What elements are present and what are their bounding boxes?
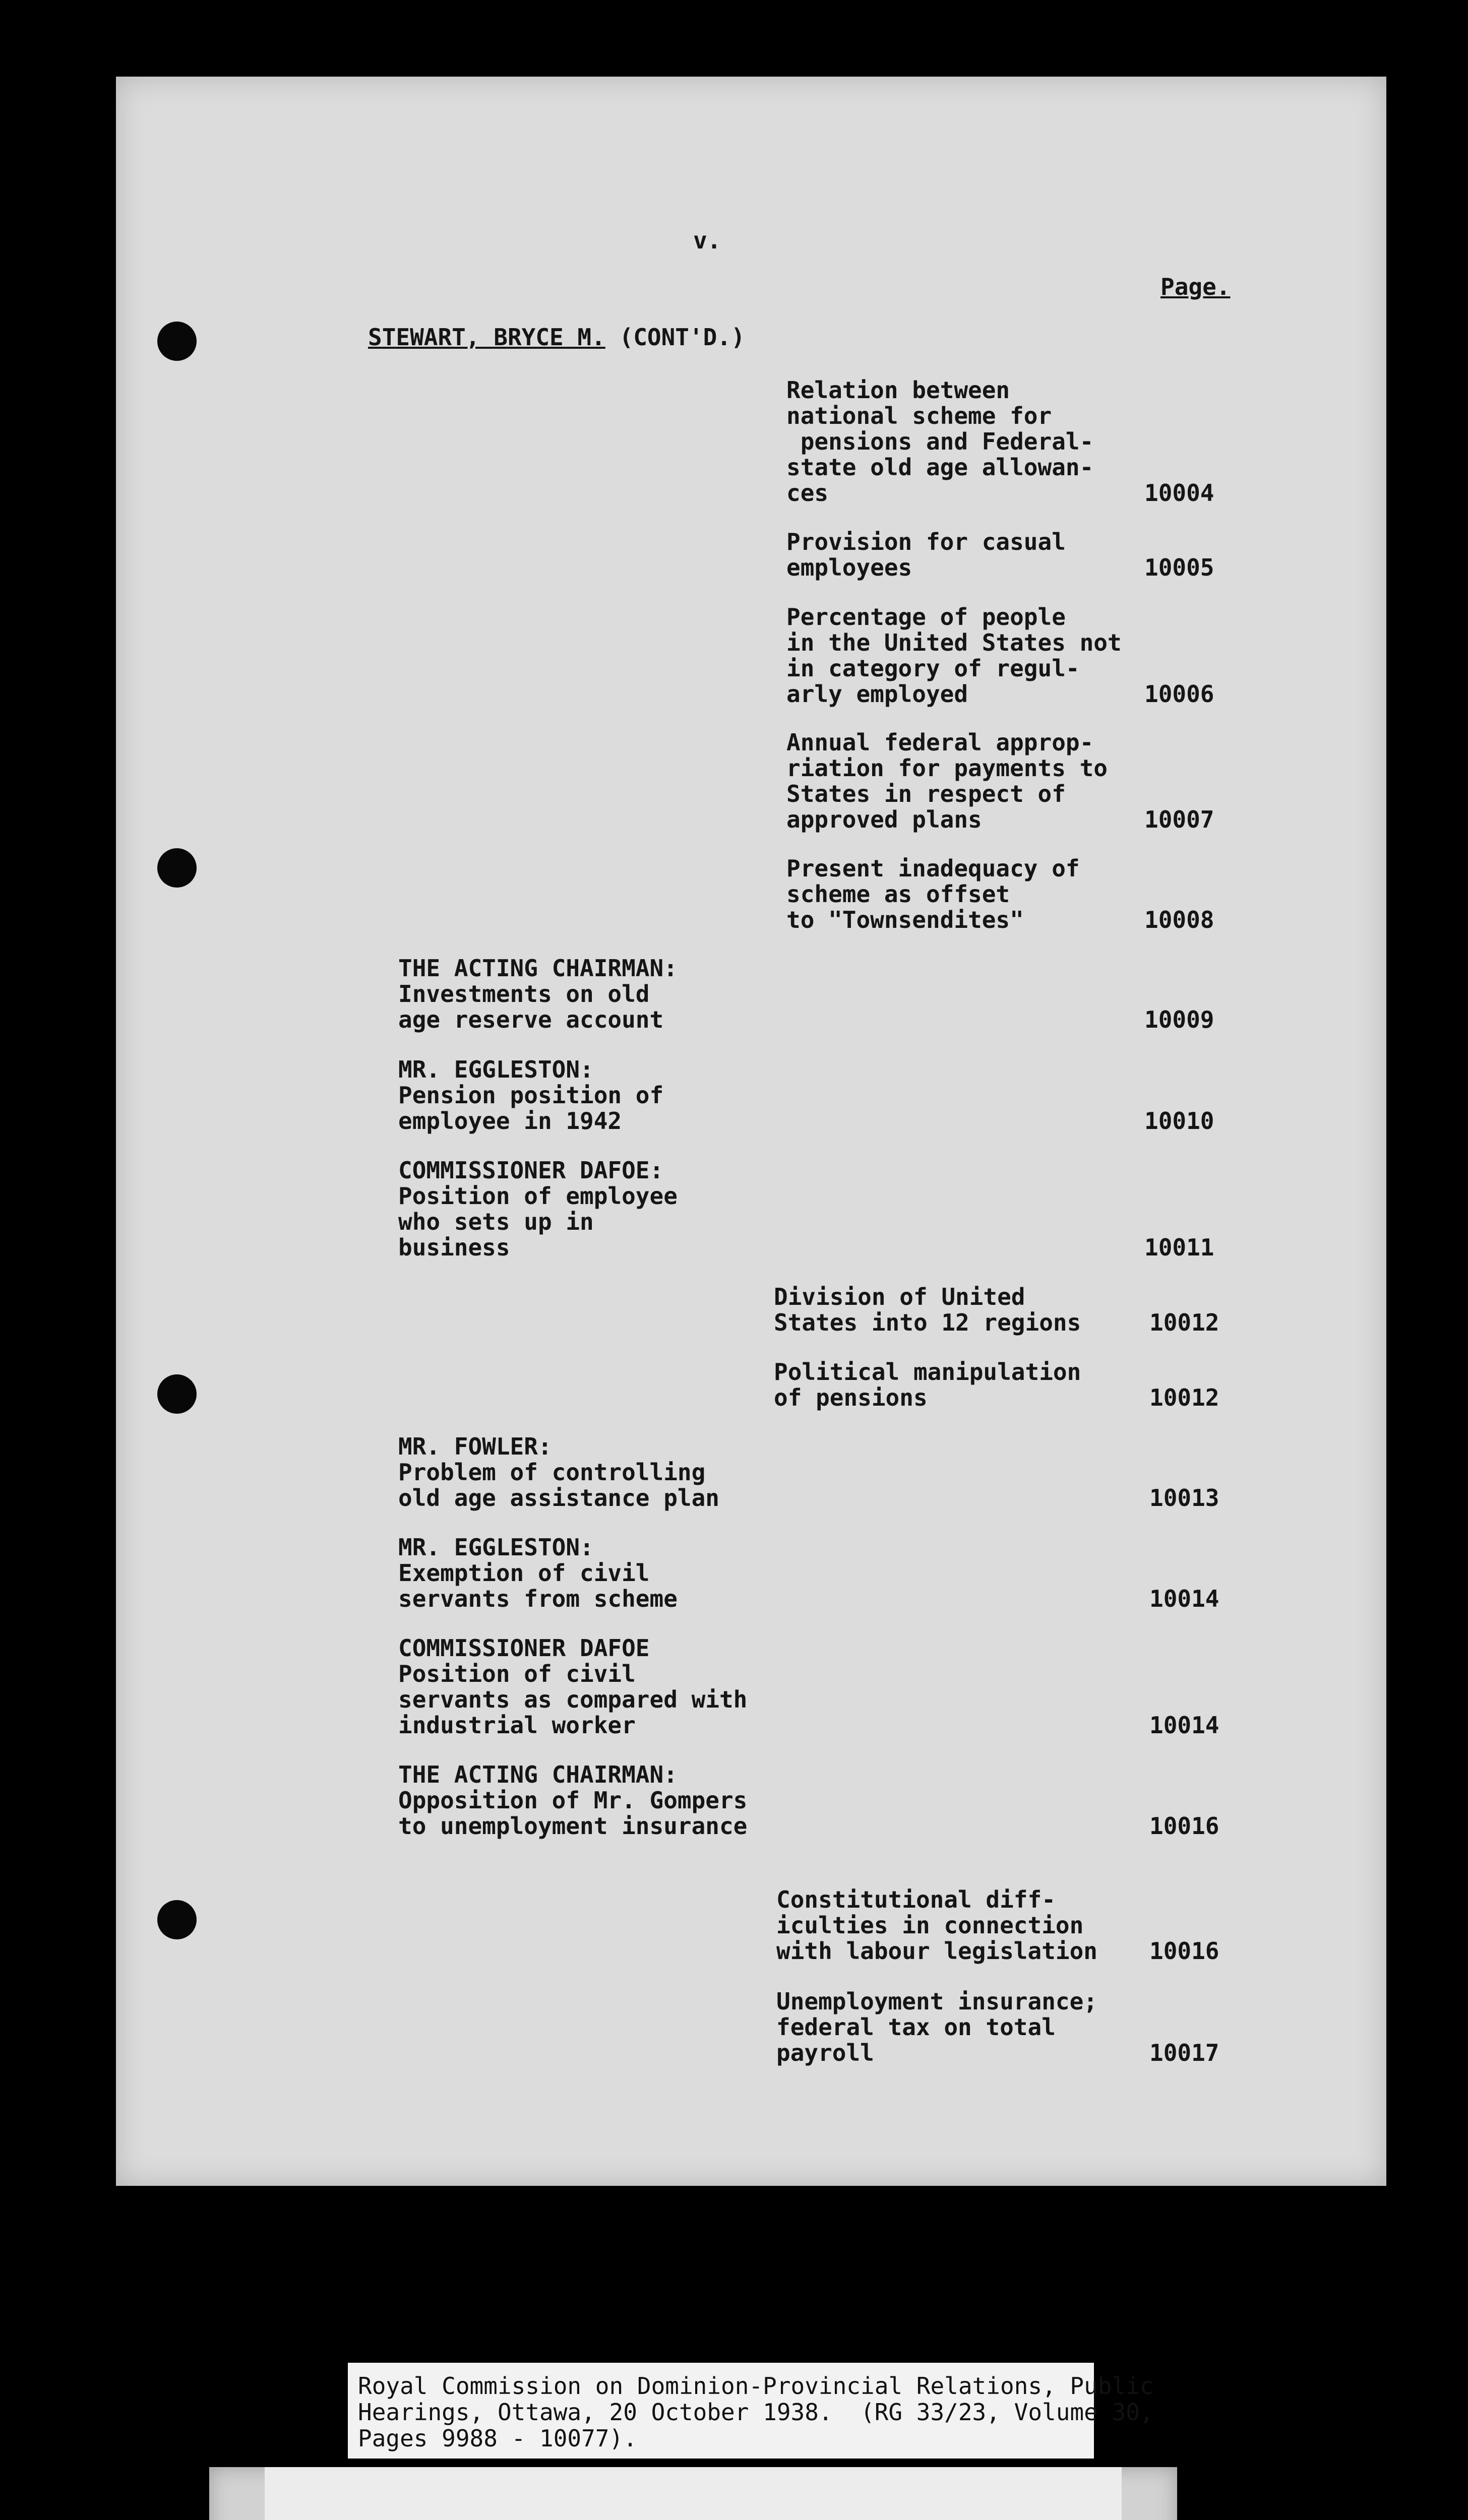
entry-text: Percentage of people in the United States not in category of regul- arly employed (786, 603, 1122, 708)
speaker-name: MR. EGGLESTON: (398, 1534, 594, 1561)
archive-label-line: Royal Commission on Dominion-Provincial Relations, Public (358, 2372, 1154, 2400)
entry-text: Relation between national scheme for pensions and Federal- state old age allowan- ces (786, 376, 1094, 507)
entry-page: 10013 (1149, 1484, 1219, 1511)
entry-page: 10014 (1149, 1712, 1219, 1739)
speaker-name: MR. FOWLER: (398, 1433, 552, 1460)
entry-text: Annual federal approp- riation for payments to States in respect of approved plans (786, 729, 1108, 833)
archives-stamp (209, 2467, 1177, 2520)
archive-label-line: Hearings, Ottawa, 20 October 1938. (RG 33/23, Volume 30, (358, 2399, 1154, 2426)
entry-page: 10017 (1149, 2039, 1219, 2066)
entry-text: Political manipulation of pensions (774, 1358, 1081, 1411)
entry-text: Position of civil servants as compared with industrial worker (398, 1660, 748, 1739)
archive-label-line: Pages 9988 - 10077). (358, 2425, 637, 2452)
entry-page: 10012 (1149, 1384, 1219, 1411)
entry-page: 10007 (1144, 806, 1214, 833)
entry-page: 10009 (1144, 1006, 1214, 1033)
entry-text: Present inadequacy of scheme as offset to "Townsendites" (786, 855, 1080, 933)
speaker-name: THE ACTING CHAIRMAN: (398, 955, 678, 982)
heading-suffix: (CONT'D.) (619, 324, 745, 351)
entry-page: 10004 (1144, 479, 1214, 507)
entry-text: Investments on old age reserve account (398, 980, 664, 1033)
witness-heading: STEWART, BRYCE M. (368, 324, 605, 351)
punch-hole (157, 848, 197, 888)
entry-text: Problem of controlling old age assistance plan (398, 1459, 719, 1511)
punch-hole (157, 1374, 197, 1414)
stamp-panel (265, 2467, 1122, 2520)
entry-text: Unemployment insurance; federal tax on total payroll (776, 1988, 1097, 2066)
entry-page: 10006 (1144, 680, 1214, 708)
document-page (116, 77, 1386, 2186)
entry-text: Pension position of employee in 1942 (398, 1082, 664, 1135)
entry-text: Position of employee who sets up in business (398, 1182, 678, 1261)
speaker-name: COMMISSIONER DAFOE: (398, 1157, 664, 1184)
speaker-name: COMMISSIONER DAFOE (398, 1634, 650, 1662)
entry-page: 10010 (1144, 1107, 1214, 1135)
page-marker: v. (693, 227, 721, 254)
entry-page: 10005 (1144, 554, 1214, 581)
entry-page: 10008 (1144, 906, 1214, 933)
speaker-name: MR. EGGLESTON: (398, 1056, 594, 1083)
archive-reference-label (348, 2363, 1154, 2459)
speaker-name: THE ACTING CHAIRMAN: (398, 1761, 678, 1788)
punch-hole (157, 322, 197, 361)
entry-text: Exemption of civil servants from scheme (398, 1559, 678, 1612)
entry-page: 10012 (1149, 1309, 1219, 1336)
entry-page: 10016 (1149, 1937, 1219, 1965)
entry-text: Division of United States into 12 regions (774, 1283, 1081, 1336)
entry-page: 10011 (1144, 1234, 1214, 1261)
entry-text: Opposition of Mr. Gompers to unemployment insurance (398, 1787, 748, 1840)
page-column-label: Page. (1160, 273, 1231, 300)
heading-row (368, 325, 745, 350)
entry-page: 10016 (1149, 1812, 1219, 1840)
entry-page: 10014 (1149, 1585, 1219, 1612)
punch-hole (157, 1900, 197, 1939)
entry-text: Provision for casual employees (786, 528, 1066, 581)
entry-text: Constitutional diff- iculties in connection with labour legislation (776, 1886, 1097, 1965)
